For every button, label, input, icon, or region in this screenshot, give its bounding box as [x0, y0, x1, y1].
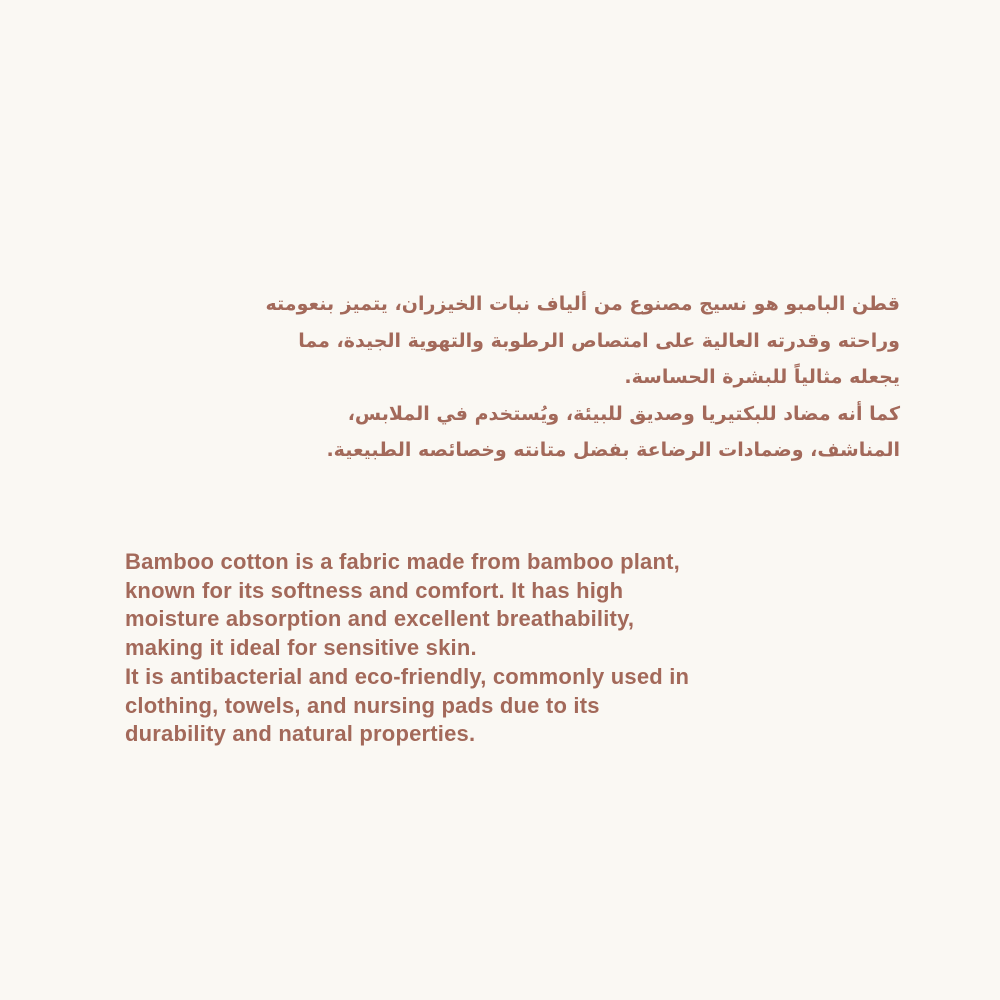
english-description — [125, 548, 845, 749]
arabic-line: المناشف، وضمادات الرضاعة بفضل متانته وخصائصه الطبيعية. — [326, 439, 900, 461]
english-line: clothing, towels, and nursing pads due to its — [125, 692, 600, 718]
english-line: durability and natural properties. — [125, 721, 476, 747]
arabic-line: قطن البامبو هو نسيج مصنوع من ألياف نبات الخيزران، يتميز بنعومته — [265, 293, 900, 315]
english-line: Bamboo cotton is a fabric made from bamboo plant, — [125, 549, 680, 574]
english-line: making it ideal for sensitive skin. — [125, 635, 477, 661]
arabic-line: وراحته وقدرته العالية على امتصاص الرطوبة والتهوية الجيدة، مما — [298, 329, 900, 352]
english-line: moisture absorption and excellent breathability, — [125, 606, 635, 632]
english-line: known for its softness and comfort. It has high — [125, 577, 624, 603]
arabic-line: كما أنه مضاد للبكتيريا وصديق للبيئة، ويُستخدم في الملابس، — [347, 402, 900, 425]
arabic-description — [150, 286, 900, 469]
arabic-line: يجعله مثالياً للبشرة الحساسة. — [624, 366, 900, 388]
english-line: It is antibacterial and eco-friendly, commonly used in — [125, 663, 690, 689]
